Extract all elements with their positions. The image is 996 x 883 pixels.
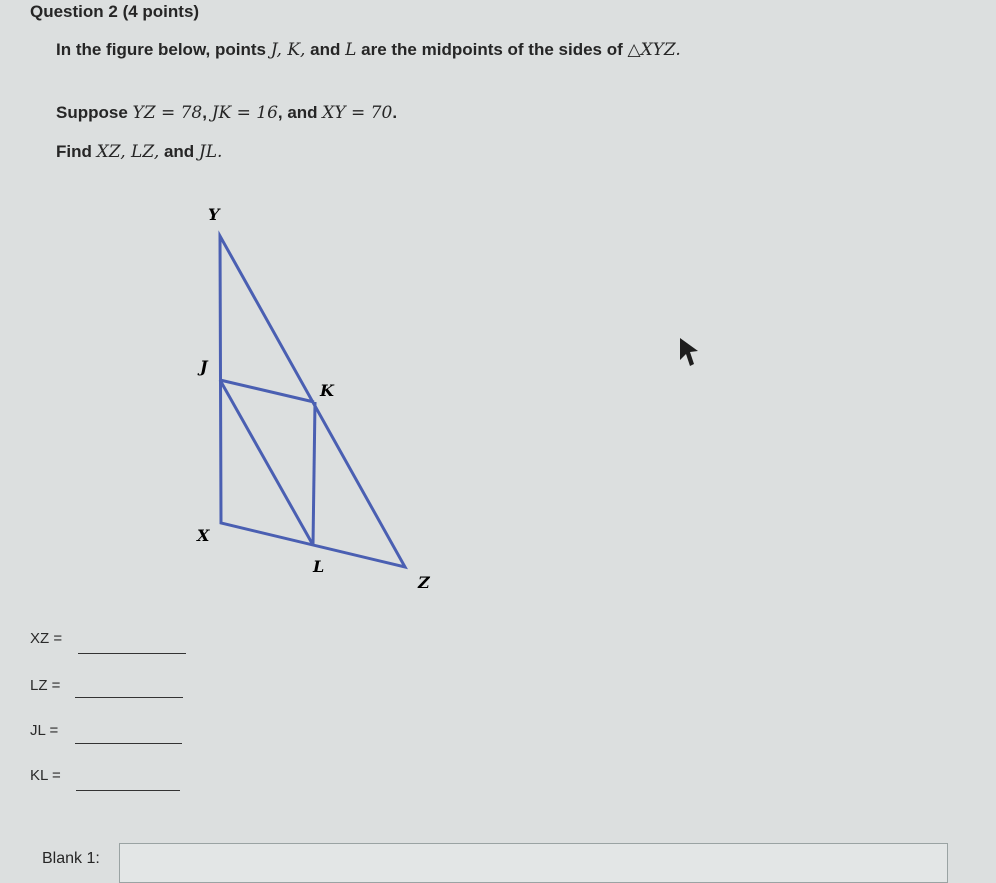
segment-jl [220, 380, 313, 545]
prompt-line-2: Suppose YZ = 78, JK = 16, and XY = 70. [56, 103, 398, 123]
answer-blank-xz [78, 653, 186, 654]
label-x: X [197, 526, 210, 545]
label-l: L [313, 557, 325, 576]
mouse-pointer-icon [678, 336, 700, 368]
answer-label-kl: KL = [30, 767, 61, 784]
question-title: Question 2 (4 points) [30, 2, 200, 21]
answer-blank-lz [75, 697, 183, 698]
segment-jk [220, 380, 314, 402]
answer-blank-kl [76, 790, 180, 791]
label-k: K [320, 381, 334, 400]
label-j: J [200, 357, 208, 376]
label-y: Y [208, 205, 220, 224]
answer-label-lz: LZ = [30, 677, 61, 694]
prompt-line-1: In the figure below, points J, K, and L are the midpoints of the sides of △XYZ. [56, 40, 681, 60]
label-z: Z [418, 573, 430, 592]
prompt-line-3: Find XZ, LZ, and JL. [56, 142, 223, 162]
blank-1-input[interactable] [119, 843, 948, 883]
blank-1-label: Blank 1: [42, 850, 100, 867]
answer-blank-jl [75, 743, 182, 744]
answer-label-xz: XZ = [30, 630, 63, 647]
answer-label-jl: JL = [30, 722, 59, 739]
segment-kl [313, 402, 315, 545]
